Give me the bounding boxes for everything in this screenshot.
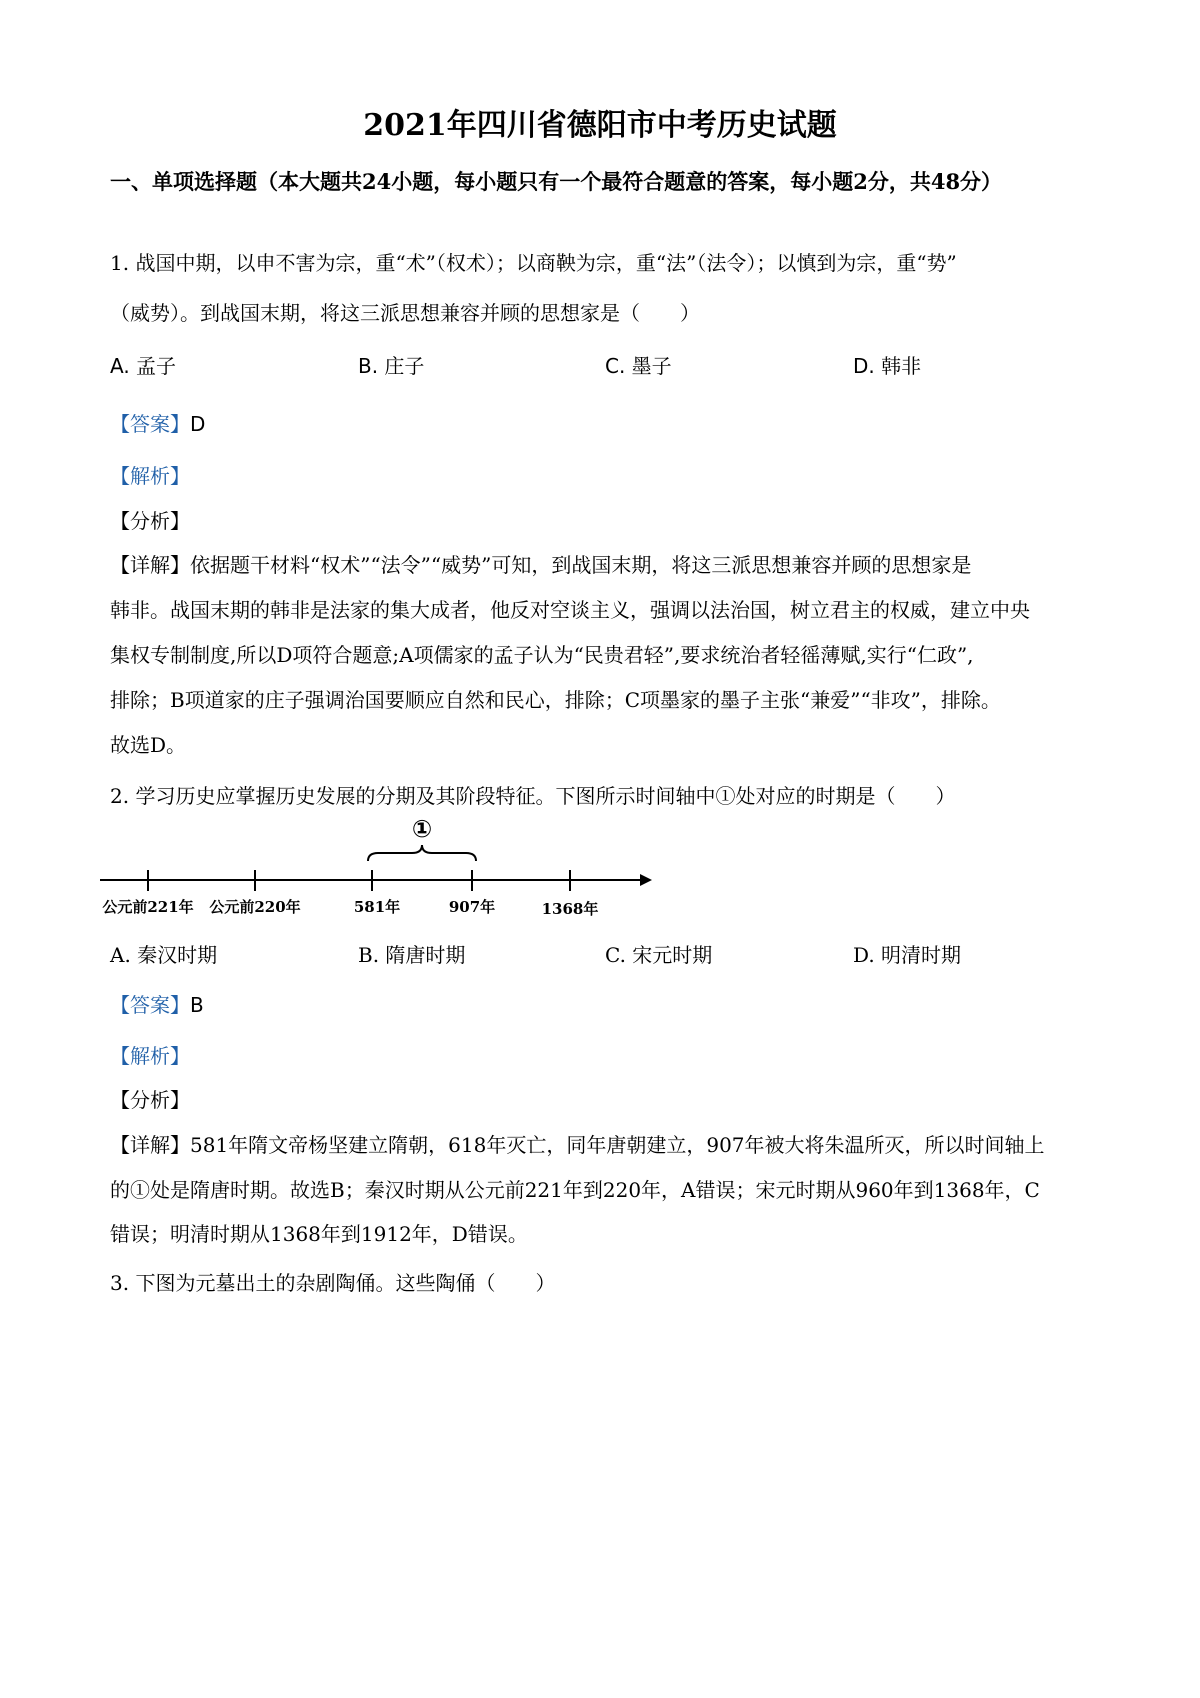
timeline-label: 公元前221年: [102, 898, 194, 916]
q1-stem-line-2: （威势）。到战国末期，将这三派思想兼容并顾的思想家是（ ）: [110, 301, 700, 325]
q1-answer-tag: 【答案】: [110, 412, 190, 436]
timeline-label: 公元前220年: [209, 898, 301, 916]
q2-answer-tag: 【答案】: [110, 993, 190, 1017]
q1-detail-line-3: 集权专制制度,所以D项符合题意;A项儒家的孟子认为“民贵君轻”,要求统治者轻徭薄赋,实行“仁政”,: [110, 643, 974, 667]
q1-detail-line-5: 故选D。: [110, 733, 187, 757]
q2-option-d: D. 明清时期: [853, 943, 962, 967]
q2-detail-line-1: 【详解】581年隋文帝杨坚建立隋朝，618年灭亡，同年唐朝建立，907年被大将朱温所灭，所以时间轴上: [110, 1133, 1045, 1157]
q1-answer-row: [110, 408, 1100, 437]
q2-option-c: C. 宋元时期: [605, 943, 713, 967]
timeline-brace: [368, 845, 476, 861]
q2-fenxi-tag: 【分析】: [110, 1088, 190, 1112]
q2-answer-value: B: [190, 993, 204, 1017]
q2-detail-line-2: 的①处是隋唐时期。故选B；秦汉时期从公元前221年到220年，A错误；宋元时期从960年到1368年，C: [110, 1178, 1040, 1202]
q1-detail-line-4: 排除；B项道家的庄子强调治国要顺应自然和民心，排除；C项墨家的墨子主张“兼爱”“非攻”，排除。: [110, 688, 1001, 712]
timeline-label: 581年: [353, 898, 401, 916]
q2-option-a: A. 秦汉时期: [110, 943, 218, 967]
q1-fenxi-tag: 【分析】: [110, 509, 190, 533]
q2-option-b: B. 隋唐时期: [358, 943, 466, 967]
q2-detail-line-3: 错误；明清时期从1368年到1912年，D错误。: [110, 1222, 528, 1246]
q1-option-c: C. 墨子: [605, 354, 672, 378]
q3-stem: 3. 下图为元墓出土的杂剧陶俑。这些陶俑（ ）: [110, 1271, 556, 1295]
q1-answer-value: D: [190, 412, 206, 436]
q1-option-a: A. 孟子: [110, 354, 177, 378]
q1-detail-line-2: 韩非。战国末期的韩非是法家的集大成者，他反对空谈主义，强调以法治国，树立君主的权威，建立中央: [110, 598, 1030, 622]
timeline-label: 907年: [448, 898, 496, 916]
q2-jiexi-tag: 【解析】: [110, 1044, 190, 1068]
q1-stem-line-1: 1. 战国中期，以申不害为宗，重“术”（权术）；以商鞅为宗，重“法”（法令）；以慎到为宗，重“势”: [110, 251, 957, 275]
q1-jiexi-tag: 【解析】: [110, 464, 190, 488]
q1-option-d: D. 韩非: [853, 354, 922, 378]
q2-answer-row: [110, 989, 1100, 1018]
q2-stem: 2. 学习历史应掌握历史发展的分期及其阶段特征。下图所示时间轴中①处对应的时期是（ ）: [110, 784, 956, 808]
q1-detail-line-1: 【详解】依据题干材料“权术”“法令”“威势”可知，到战国末期，将这三派思想兼容并顾的思想家是: [110, 553, 972, 577]
section-heading: 一、单项选择题（本大题共24小题，每小题只有一个最符合题意的答案，每小题2分，共48分）: [110, 169, 1003, 194]
timeline-marker: ①: [411, 815, 433, 843]
timeline-arrow: [640, 874, 652, 886]
q1-option-b: B. 庄子: [358, 354, 425, 378]
timeline-label: 1368年: [541, 900, 599, 918]
timeline-figure: [100, 815, 660, 930]
page-title: 2021年四川省德阳市中考历史试题: [363, 108, 837, 143]
